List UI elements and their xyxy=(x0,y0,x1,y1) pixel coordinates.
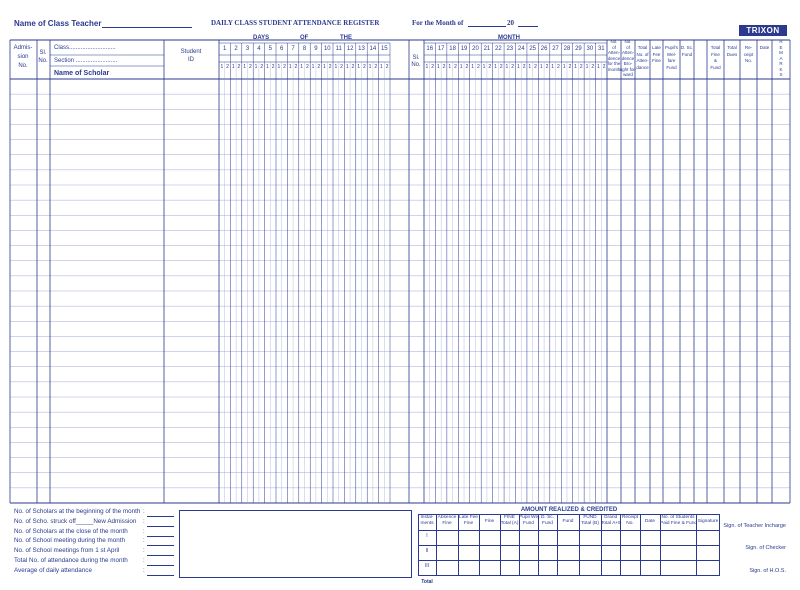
day-number: 2 xyxy=(234,46,238,52)
register-title: DAILY CLASS STUDENT ATTENDANCE REGISTER xyxy=(211,19,380,27)
amount-column-header: Total A+B xyxy=(601,521,622,526)
brand-logo: TRIXON xyxy=(739,25,787,36)
amount-column-header: Fine xyxy=(463,521,474,526)
footer-stat-colon: : xyxy=(143,548,145,555)
summary-column-header: Total xyxy=(710,45,721,50)
section-label: Section ......................... xyxy=(54,58,118,64)
period-marker: 1 xyxy=(551,64,555,70)
summary-column-header: of xyxy=(612,44,616,50)
period-marker: 1 xyxy=(505,64,509,70)
period-marker: 2 xyxy=(351,64,355,70)
footer-stat-label: No. of Scholars at the beginning of the month xyxy=(14,508,141,515)
scholar-name-header: Name of Scholar xyxy=(54,70,110,77)
summary-column-header: dence xyxy=(607,55,621,61)
amount-column-header: Fund xyxy=(523,521,534,526)
day-number: 29 xyxy=(575,46,582,52)
amount-row-line xyxy=(418,545,720,546)
day-number: 11 xyxy=(335,46,342,52)
admission-header: Admis- xyxy=(13,45,33,51)
period-marker: 2 xyxy=(579,64,583,70)
amount-column-header: Total (A) xyxy=(500,521,519,526)
amount-column-header: FUND xyxy=(583,515,597,520)
summary-column-header: ceipt xyxy=(743,51,754,57)
summary-column-header: R xyxy=(779,61,783,66)
remarks-box[interactable] xyxy=(179,510,412,578)
admission-header: sion xyxy=(17,54,29,60)
summary-column-header: No. of xyxy=(636,51,649,57)
period-marker: 1 xyxy=(231,64,235,70)
amount-column-header: No. xyxy=(626,521,634,526)
footer-stat-colon: : xyxy=(143,528,145,535)
period-marker: 2 xyxy=(545,64,549,70)
summary-column-header: No. xyxy=(624,39,632,44)
day-number: 4 xyxy=(257,46,261,52)
amount-column-header: Signature xyxy=(697,519,719,524)
day-number: 5 xyxy=(268,46,272,52)
period-marker: 1 xyxy=(368,64,372,70)
admission-header: No. xyxy=(18,63,28,69)
period-marker: 2 xyxy=(454,64,457,70)
period-marker: 1 xyxy=(266,64,269,70)
signature-label: Sign. of Teacher Incharge xyxy=(723,523,786,529)
period-marker: 2 xyxy=(431,64,434,70)
period-marker: 2 xyxy=(362,64,366,70)
period-marker: 1 xyxy=(425,64,429,70)
amount-row-label: Total xyxy=(421,579,433,585)
footer-stat-label: Total No. of attendance during the month xyxy=(14,557,128,564)
sl-no-header: No. xyxy=(38,58,48,64)
period-marker: 2 xyxy=(476,64,480,70)
summary-column-header: Fine xyxy=(652,58,661,63)
amount-row-label: I xyxy=(426,533,428,539)
period-marker: 1 xyxy=(459,64,463,70)
period-marker: 2 xyxy=(283,64,286,70)
summary-column-header: Total xyxy=(637,45,648,50)
footer-stat-blank[interactable] xyxy=(147,545,174,546)
period-marker: 2 xyxy=(271,64,275,70)
day-number: 14 xyxy=(369,46,377,52)
day-number: 19 xyxy=(460,46,468,52)
day-number: 16 xyxy=(426,46,434,52)
day-number: 17 xyxy=(437,46,445,52)
amount-title: AMOUNT REALIZED & CREDITED xyxy=(520,507,618,513)
footer-stat-colon: : xyxy=(143,509,145,515)
period-marker: 1 xyxy=(254,64,258,70)
period-marker: 1 xyxy=(334,64,338,70)
month-label: For the Month of xyxy=(412,19,464,27)
day-number: 26 xyxy=(540,46,548,52)
summary-column-header: of xyxy=(626,44,630,50)
summary-column-header: Late xyxy=(652,45,661,50)
summary-column-header: ught for- xyxy=(619,66,637,72)
period-marker: 1 xyxy=(562,64,566,70)
period-marker: 2 xyxy=(557,64,560,70)
summary-column-header: Atten- xyxy=(607,50,620,55)
day-number: 13 xyxy=(358,46,365,52)
day-number: 20 xyxy=(472,46,479,52)
summary-column-header: Dues xyxy=(726,51,738,57)
period-marker: 1 xyxy=(539,64,543,70)
summary-column-header: ward xyxy=(623,72,633,77)
footer-stat-blank[interactable] xyxy=(147,526,174,527)
period-marker: 1 xyxy=(436,64,440,70)
amount-column-header: Instal- xyxy=(420,515,434,520)
summary-column-header: Wel- xyxy=(666,51,677,57)
period-marker: 2 xyxy=(305,64,309,70)
period-marker: 1 xyxy=(574,64,577,70)
days-banner-word: OF xyxy=(300,35,309,41)
student-id-header: ID xyxy=(188,57,194,63)
footer-stat-colon: : xyxy=(143,538,145,545)
period-marker: 1 xyxy=(585,64,589,70)
student-id-header: Student xyxy=(180,49,202,55)
amount-column-header: Pupil Wel. xyxy=(519,515,541,520)
period-marker: 2 xyxy=(260,64,264,70)
sl-no-header: Sl. xyxy=(39,50,47,56)
period-marker: 2 xyxy=(237,64,241,70)
footer-stat-label: Average of daily attendance xyxy=(14,566,92,574)
period-marker: 1 xyxy=(357,64,361,70)
period-marker: 1 xyxy=(300,64,304,70)
day-number: 31 xyxy=(597,46,605,52)
amount-column-header: Grand xyxy=(603,515,618,520)
footer-stat-label: No. of School meeting during the month xyxy=(14,537,125,545)
amount-row-label: II xyxy=(425,548,429,554)
amount-column-header: Fine xyxy=(442,521,452,526)
summary-column-header: Fee xyxy=(652,51,661,57)
day-number: 10 xyxy=(323,46,331,52)
period-marker: 1 xyxy=(494,64,497,70)
period-marker: 2 xyxy=(374,64,378,70)
period-marker: 1 xyxy=(277,64,281,70)
amount-row-line xyxy=(418,560,720,561)
summary-column-header: K xyxy=(779,66,783,72)
period-marker: 1 xyxy=(243,64,247,70)
period-marker: 2 xyxy=(499,64,503,70)
footer-stat-label: No. of Scholars at the close of the month xyxy=(14,527,128,535)
day-number: 3 xyxy=(245,46,250,52)
period-marker: 1 xyxy=(345,64,349,70)
day-number: 9 xyxy=(314,46,318,52)
footer-stat-label: No. of School meetings from 1 st April xyxy=(14,547,120,555)
footer-stat-colon: : xyxy=(143,558,145,564)
year-label: 20 xyxy=(507,19,514,27)
summary-column-header: No. xyxy=(610,39,618,44)
period-marker: 2 xyxy=(602,64,606,70)
summary-column-header: Fund xyxy=(710,64,721,70)
period-marker: 1 xyxy=(528,64,532,70)
summary-column-header: Pupil's xyxy=(664,45,679,50)
period-marker: 1 xyxy=(448,64,452,70)
summary-column-header: Total xyxy=(727,45,737,50)
signature-label: Sign. of Checker xyxy=(745,545,786,551)
period-marker: 1 xyxy=(288,64,292,70)
day-number: 30 xyxy=(586,46,594,52)
amount-column-header: Total (B) xyxy=(581,521,599,526)
period-marker: 2 xyxy=(340,64,343,70)
summary-column-header: & xyxy=(713,58,717,63)
amount-column-header: Absence xyxy=(437,515,457,520)
footer-stat-colon: : xyxy=(143,567,145,574)
amount-row-label: III xyxy=(424,563,430,569)
summary-column-header: E xyxy=(779,44,783,50)
footer-stat-blank[interactable] xyxy=(147,575,174,576)
period-marker: 1 xyxy=(380,64,383,70)
summary-column-header: Fund xyxy=(666,64,677,70)
summary-column-header: D. Sc. xyxy=(680,45,694,50)
period-marker: 2 xyxy=(248,64,252,70)
period-marker: 2 xyxy=(488,64,492,70)
summary-column-header: fare xyxy=(667,58,676,63)
period-marker: 1 xyxy=(482,64,486,70)
amount-column-header: FINE xyxy=(504,515,515,520)
summary-column-header: dence xyxy=(621,55,635,61)
summary-column-header: for the xyxy=(607,61,621,66)
summary-column-header: dance xyxy=(636,64,649,70)
day-number: 6 xyxy=(280,46,284,52)
summary-column-header: Re- xyxy=(744,45,753,50)
day-number: 7 xyxy=(291,46,295,52)
period-marker: 2 xyxy=(534,64,537,70)
period-marker: 2 xyxy=(385,64,389,70)
amount-column-header: Receipt xyxy=(621,515,639,520)
summary-column-header: Atten- xyxy=(621,50,634,55)
amount-column-header: Fine xyxy=(484,519,495,524)
amount-row-line xyxy=(418,530,720,531)
days-banner-word: MONTH xyxy=(498,35,520,41)
summary-column-header: R xyxy=(779,39,783,44)
summary-column-header: S xyxy=(779,72,783,77)
period-marker: 2 xyxy=(226,64,229,70)
footer-stat-blank[interactable] xyxy=(147,565,174,566)
period-marker: 2 xyxy=(522,64,526,70)
sl-no-mid-header: No. xyxy=(411,62,421,68)
summary-column-header: Fund xyxy=(681,51,693,57)
summary-column-header: A xyxy=(779,55,783,61)
period-marker: 2 xyxy=(465,64,469,70)
period-marker: 2 xyxy=(568,64,572,70)
day-number: 23 xyxy=(506,46,514,52)
class-label: Class............................ xyxy=(54,45,116,51)
amount-column-header: Fund xyxy=(542,521,553,526)
period-marker: 2 xyxy=(442,64,446,70)
day-number: 1 xyxy=(223,46,227,52)
period-marker: 1 xyxy=(311,64,315,70)
signature-label: Sign. of H.O.S. xyxy=(749,568,786,574)
summary-column-header: No. xyxy=(744,58,752,63)
amount-column-header: D. Sc. xyxy=(540,515,555,520)
amount-column-header: No. of Students xyxy=(661,515,695,520)
amount-column-header: Late Fee xyxy=(459,515,478,520)
period-marker: 2 xyxy=(317,64,321,70)
summary-column-header: Fine xyxy=(711,51,720,57)
day-number: 25 xyxy=(529,46,536,52)
footer-stat-blank[interactable] xyxy=(147,536,174,537)
period-marker: 1 xyxy=(220,64,224,70)
summary-column-header: month xyxy=(607,66,621,72)
footer-stat-blank[interactable] xyxy=(147,516,174,517)
amount-column-header: Date xyxy=(644,519,656,524)
days-banner-word: THE xyxy=(340,35,352,41)
day-number: 22 xyxy=(495,46,502,52)
amount-column-header: ments xyxy=(420,521,434,526)
period-marker: 1 xyxy=(323,64,326,70)
day-number: 21 xyxy=(483,46,491,52)
summary-column-header: M xyxy=(779,50,783,55)
period-marker: 2 xyxy=(328,64,332,70)
day-number: 28 xyxy=(563,46,571,52)
day-number: 18 xyxy=(449,46,456,52)
summary-column-header: Date xyxy=(759,45,770,50)
period-marker: 1 xyxy=(597,64,600,70)
summary-column-header: Atten- xyxy=(636,58,649,63)
footer-stat-blank[interactable] xyxy=(147,555,174,556)
day-number: 8 xyxy=(302,46,307,52)
day-number: 27 xyxy=(552,46,559,52)
day-number: 15 xyxy=(380,46,388,52)
class-teacher-label: Name of Class Teacher xyxy=(14,19,102,28)
amount-column-header: Paid Fine & Fund xyxy=(660,521,698,526)
period-marker: 1 xyxy=(516,64,520,70)
footer-stat-label: No. of Scho. struck off_____New Admission xyxy=(14,517,137,525)
day-number: 24 xyxy=(517,46,525,52)
period-marker: 1 xyxy=(471,64,474,70)
period-marker: 2 xyxy=(294,64,298,70)
amount-column-header: Fund xyxy=(562,519,574,524)
period-marker: 2 xyxy=(591,64,595,70)
summary-column-header: Bro- xyxy=(623,61,633,66)
period-marker: 2 xyxy=(511,64,515,70)
footer-stat-colon: : xyxy=(143,518,145,525)
day-number: 12 xyxy=(346,46,354,52)
days-banner-word: DAYS xyxy=(253,35,270,41)
sl-no-mid-header: Sl. xyxy=(412,55,420,61)
